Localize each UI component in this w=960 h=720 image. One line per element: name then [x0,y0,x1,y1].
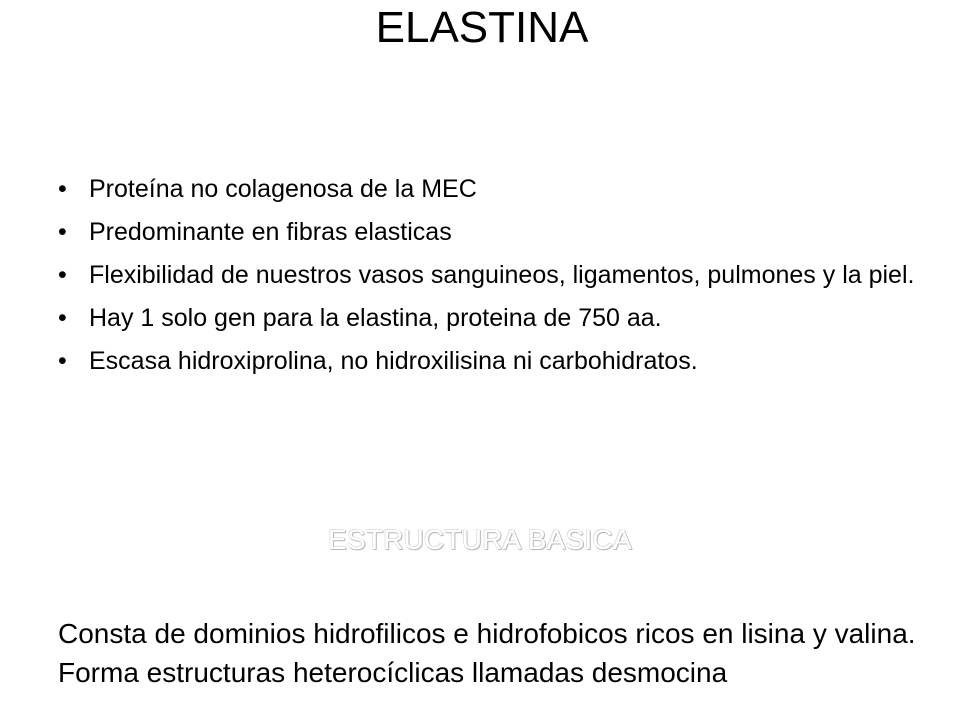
bullet-mark: • [58,304,67,332]
bullet-mark: • [58,218,67,246]
bullet-item [58,260,918,291]
bullet-item [58,217,918,248]
bullet-list [58,174,918,389]
body-paragraph: Consta de dominios hidrofilicos e hidrofobicos ricos en lisina y valina. [58,618,916,649]
bullet-mark: • [58,261,67,289]
body-paragraph: Forma estructuras heterocíclicas llamadas desmocina [58,657,728,688]
bullet-text: Predominante en fibras elasticas [89,218,452,246]
bullet-text: Flexibilidad de nuestros vasos sanguineos, ligamentos, pulmones y la piel. [89,261,915,289]
bullet-text: Hay 1 solo gen para la elastina, proteina de 750 aa. [89,304,662,332]
bullet-text: Escasa hidroxiprolina, no hidroxilisina ni carbohidratos. [89,347,698,375]
bullet-item [58,303,918,334]
slide-title: ELASTINA [375,3,589,52]
bullet-item [58,174,918,205]
bullet-mark: • [58,175,67,203]
body-text [58,617,938,695]
bullet-text: Proteína no colagenosa de la MEC [89,175,477,203]
section-subtitle: ESTRUCTURA BASICA [328,524,632,555]
bullet-mark: • [58,347,67,375]
bullet-item [58,346,918,377]
